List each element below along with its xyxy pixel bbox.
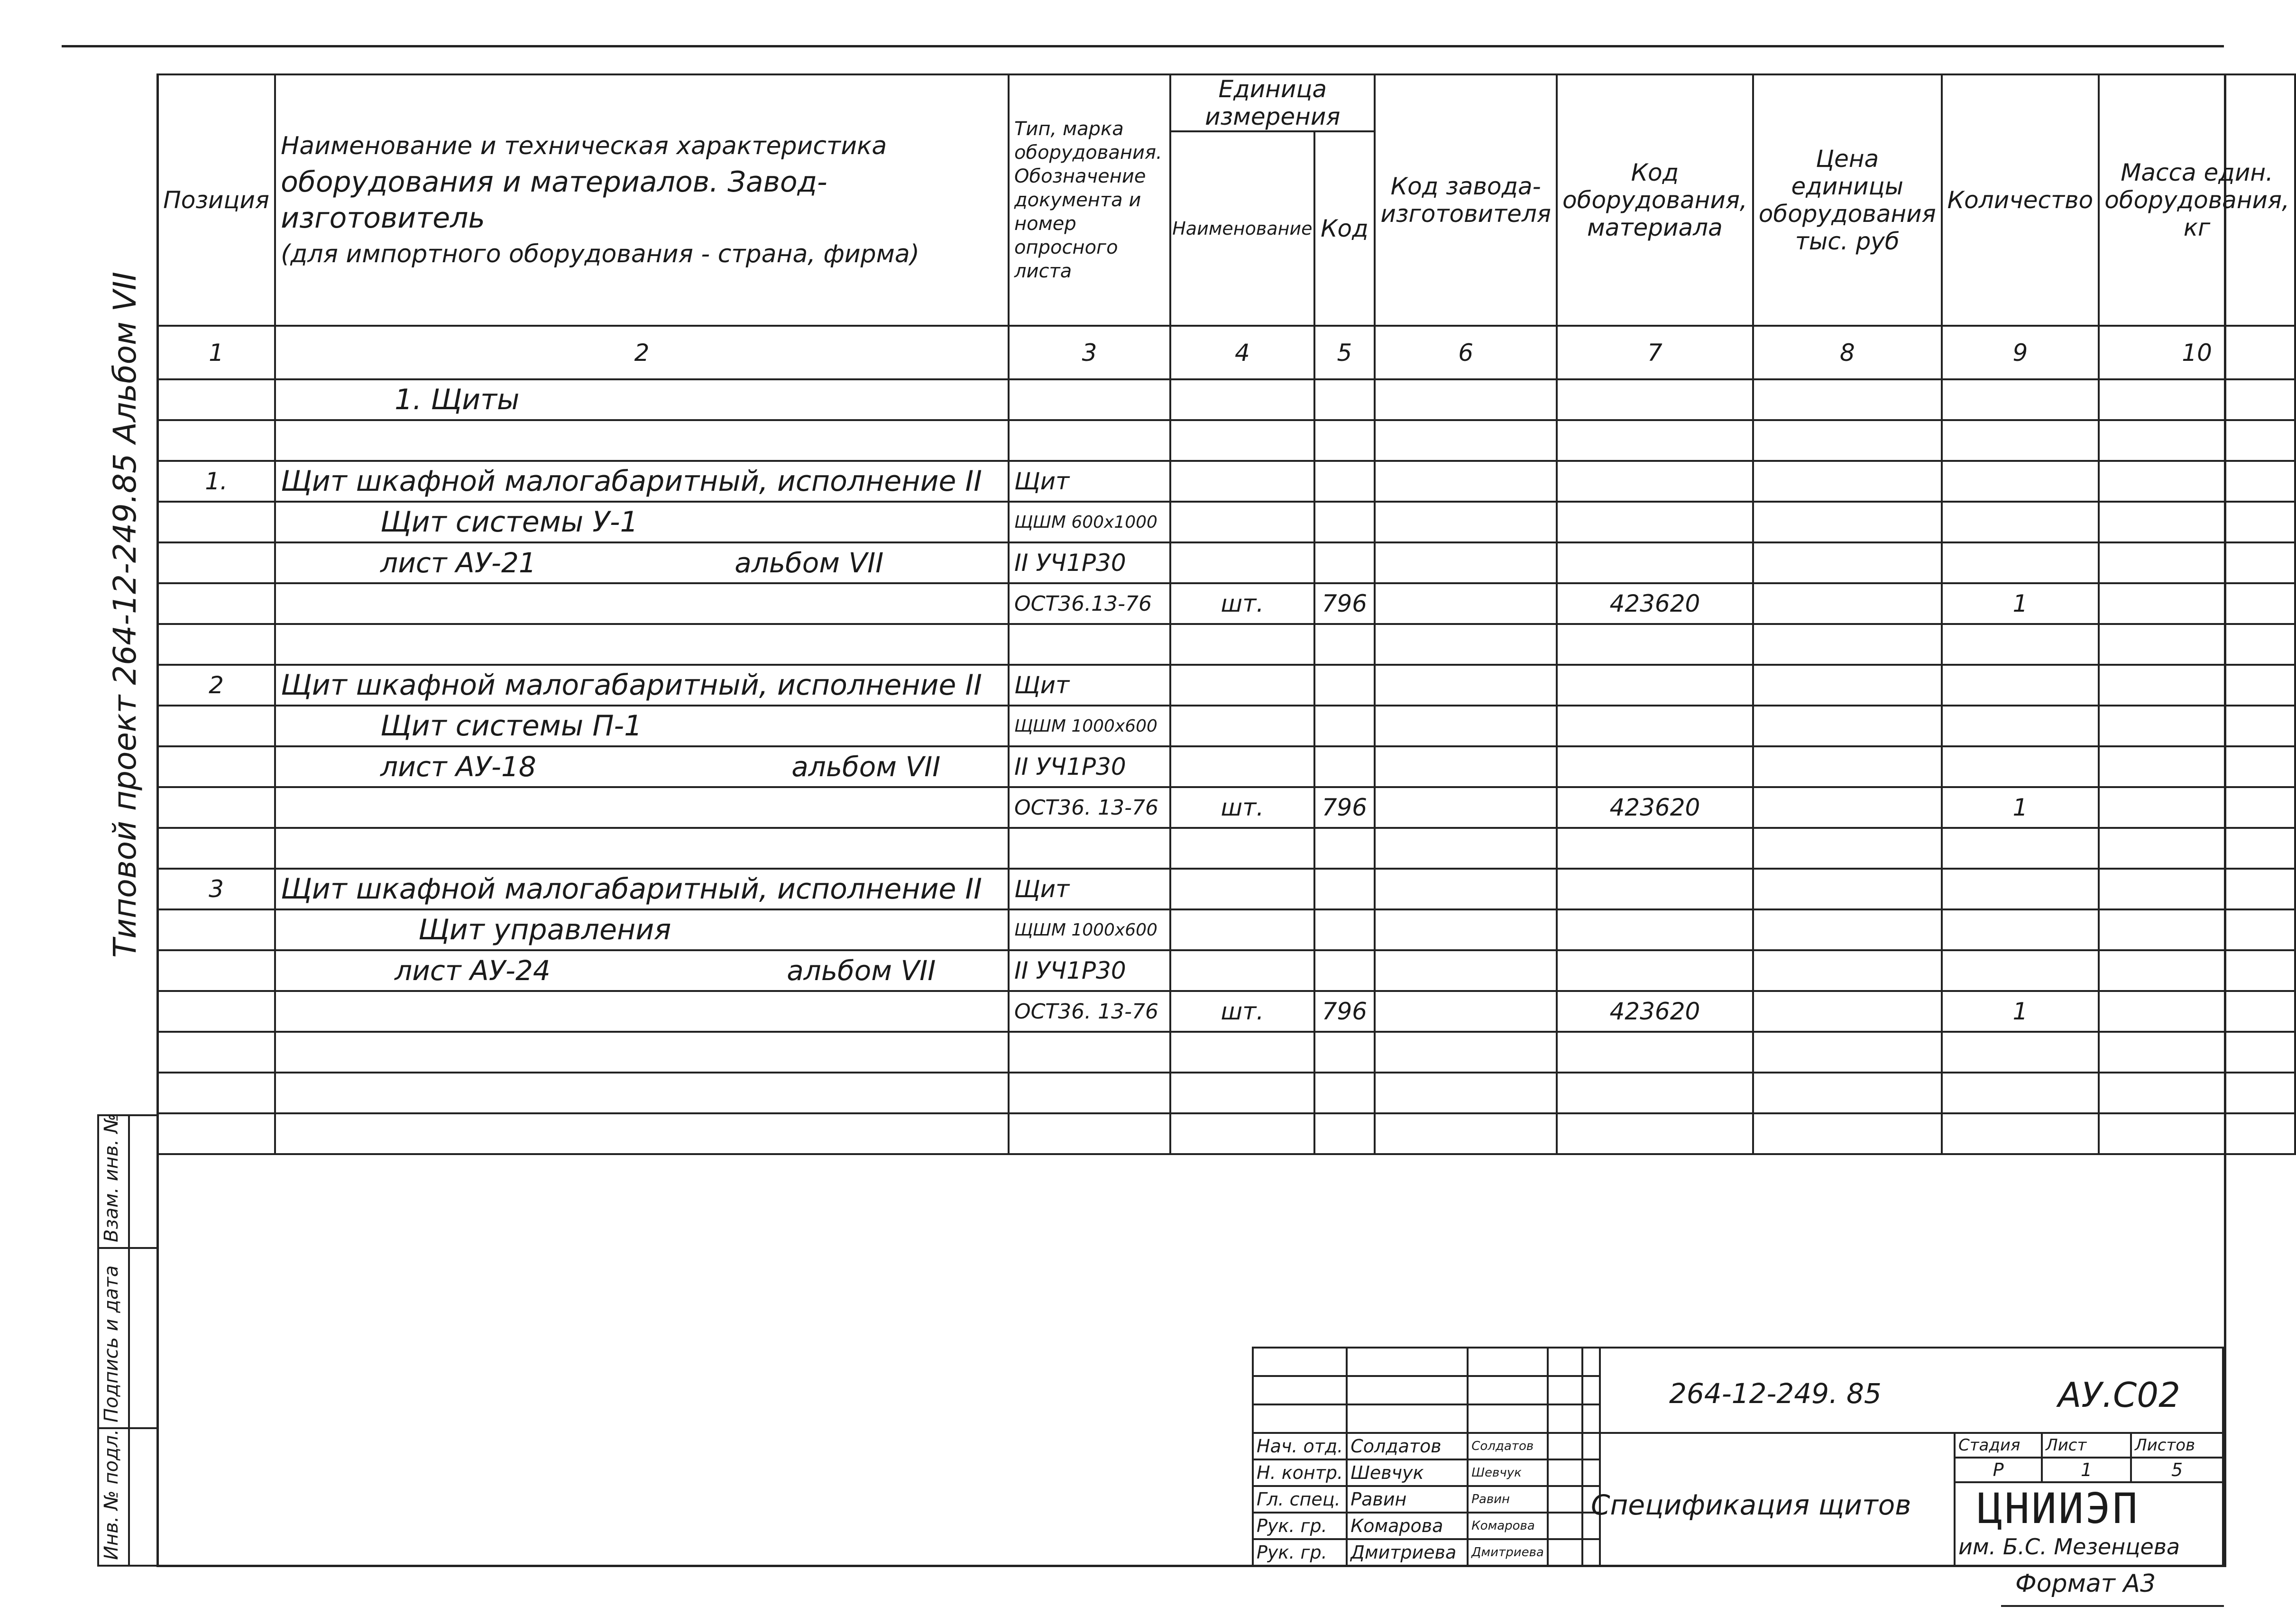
header-quantity: Количество [1942, 74, 2099, 326]
item-sheet-ref [275, 746, 1009, 787]
header-row [157, 74, 2295, 131]
header-unit-name: Наименование [1170, 131, 1314, 326]
item-position: 3 [157, 869, 275, 909]
project-code: 264-12-249. 85 [1669, 1377, 1882, 1410]
item-sheet-ref [275, 542, 1009, 583]
table-row [157, 869, 2295, 909]
sheet-label: Лист [2042, 1433, 2131, 1458]
item-subtype: ЩШМ 600x1000 [1009, 502, 1170, 542]
frame-bottom [156, 1565, 2226, 1567]
item-sheet: лист АУ-21 [380, 547, 536, 579]
table-row [157, 950, 2295, 991]
stage-value: Р [1955, 1458, 2042, 1482]
item-type: Щит [1009, 869, 1170, 909]
table-row [157, 542, 2295, 583]
table-row [157, 909, 2295, 950]
name: Равин [1347, 1486, 1468, 1513]
specification-table [156, 73, 2296, 1155]
header-name-line3: (для импортного оборудования - страна, фирма) [281, 240, 920, 268]
title-block [1252, 1347, 2224, 1565]
item-subtype: II УЧ1Р30 [1009, 542, 1170, 583]
colnum: 4 [1170, 326, 1314, 379]
colnum: 10 [2099, 326, 2295, 379]
side-label-inv: Инв. № подл. [101, 1429, 122, 1560]
table-row [157, 583, 2295, 624]
colnum: 7 [1557, 326, 1753, 379]
section-title: 1. Щиты [275, 379, 1009, 420]
role: Н. контр. [1253, 1459, 1347, 1486]
item-unit: шт. [1170, 787, 1314, 828]
blank-row [157, 624, 2295, 665]
document-title: Спецификация щитов [1591, 1489, 1911, 1521]
sidebox-bottom [97, 1565, 159, 1567]
name: Шевчук [1347, 1459, 1468, 1486]
item-type: Щит [1009, 461, 1170, 502]
title-right-left-edge [1581, 1347, 1583, 1565]
item-album: альбом VII [735, 547, 884, 579]
item-position: 2 [157, 665, 275, 706]
colnum: 1 [157, 326, 275, 379]
side-stamp: Типовой проект 264-12-249.85 Альбом VII [107, 272, 143, 958]
colnum: 5 [1314, 326, 1375, 379]
item-type: Щит [1009, 665, 1170, 706]
signature: Равин [1468, 1486, 1548, 1513]
colnum: 8 [1753, 326, 1942, 379]
header-equipment-code: Код оборудования, материала [1557, 74, 1753, 326]
item-sheet-ref [275, 950, 1009, 991]
side-label-replace: Взам. инв. № [101, 1113, 122, 1242]
blank-row [157, 1113, 2295, 1154]
item-subtitle: Щит системы П-1 [275, 706, 1009, 746]
stage-label: Стадия [1955, 1433, 2042, 1458]
item-name: Щит шкафной малогабаритный, исполнение II [275, 869, 1009, 909]
colnum: 6 [1375, 326, 1557, 379]
item-subtype: ЩШМ 1000x600 [1009, 909, 1170, 950]
header-unit: Единица измерения [1170, 74, 1375, 131]
role: Рук. гр. [1253, 1513, 1347, 1539]
table-row [157, 787, 2295, 828]
item-doc: ОСТ36.13-76 [1009, 583, 1170, 624]
item-sheet: лист АУ-24 [395, 954, 551, 987]
header-plant-code: Код завода-изготовителя [1375, 74, 1557, 326]
item-code: 423620 [1557, 583, 1753, 624]
colnum: 2 [275, 326, 1009, 379]
signature: Шевчук [1468, 1459, 1548, 1486]
item-subtype: II УЧ1Р30 [1009, 746, 1170, 787]
item-qty: 1 [1942, 991, 2099, 1032]
sidebox-divider [128, 1114, 130, 1565]
blank-row [157, 1032, 2295, 1073]
header-name-line1: Наименование и техническая характеристика [281, 132, 887, 160]
column-number-row [157, 326, 2295, 379]
item-unit-code: 796 [1314, 787, 1375, 828]
item-unit: шт. [1170, 991, 1314, 1032]
header-name [275, 74, 1009, 326]
header-price: Цена единицы оборудования тыс. руб [1753, 74, 1942, 326]
item-unit-code: 796 [1314, 583, 1375, 624]
side-label-sign: Подпись и дата [101, 1265, 122, 1422]
table-row [157, 746, 2295, 787]
item-subtype: ЩШМ 1000x600 [1009, 706, 1170, 746]
top-rule [62, 45, 2224, 47]
sheet-code: АУ.С02 [2058, 1375, 2180, 1415]
sheets-label: Листов [2131, 1433, 2223, 1458]
item-sheet: лист АУ-18 [380, 751, 536, 783]
stage-table [1954, 1432, 2224, 1483]
sidebox-sep-1 [97, 1247, 159, 1249]
item-name: Щит шкафной малогабаритный, исполнение II [275, 665, 1009, 706]
item-album: альбом VII [787, 954, 936, 987]
item-code: 423620 [1557, 991, 1753, 1032]
colnum: 3 [1009, 326, 1170, 379]
item-subtitle: Щит системы У-1 [275, 502, 1009, 542]
colnum: 9 [1942, 326, 2099, 379]
item-code: 423620 [1557, 787, 1753, 828]
item-subtype: II УЧ1Р30 [1009, 950, 1170, 991]
item-subtitle: Щит управления [275, 909, 1009, 950]
signature: Комарова [1468, 1513, 1548, 1539]
sheet-value: 1 [2042, 1458, 2131, 1482]
item-qty: 1 [1942, 583, 2099, 624]
item-unit: шт. [1170, 583, 1314, 624]
header-unit-code: Код [1314, 131, 1375, 326]
item-unit-code: 796 [1314, 991, 1375, 1032]
format-underline [2001, 1605, 2224, 1607]
header-name-line2: оборудования и материалов. Завод-изготовитель [281, 165, 827, 235]
name: Дмитриева [1347, 1539, 1468, 1566]
title-signature-grid [1252, 1347, 1601, 1567]
header-position: Позиция [157, 74, 275, 326]
table-row [157, 991, 2295, 1032]
role: Рук. гр. [1253, 1539, 1347, 1566]
header-mass: Масса един. оборудования, кг [2099, 74, 2295, 326]
blank-row [157, 1073, 2295, 1113]
role: Нач. отд. [1253, 1433, 1347, 1459]
blank-row [157, 420, 2295, 461]
item-doc: ОСТ36. 13-76 [1009, 991, 1170, 1032]
table-row [157, 461, 2295, 502]
name: Солдатов [1347, 1433, 1468, 1459]
header-type: Тип, марка оборудования. Обозначение документа и номер опросного листа [1009, 74, 1170, 326]
item-album: альбом VII [791, 751, 941, 783]
item-doc: ОСТ36. 13-76 [1009, 787, 1170, 828]
name: Комарова [1347, 1513, 1468, 1539]
blank-row [157, 828, 2295, 869]
section-row [157, 379, 2295, 420]
item-name: Щит шкафной малогабаритный, исполнение II [275, 461, 1009, 502]
signature: Солдатов [1468, 1433, 1548, 1459]
format-label: Формат А3 [2015, 1569, 2156, 1598]
sheets-value: 5 [2131, 1458, 2223, 1482]
item-qty: 1 [1942, 787, 2099, 828]
table-row [157, 502, 2295, 542]
title-right-border-top [1581, 1347, 2224, 1349]
table-row [157, 706, 2295, 746]
signature: Дмитриева [1468, 1539, 1548, 1566]
table-row [157, 665, 2295, 706]
organization: ЦНИИЭП [1977, 1484, 2140, 1533]
item-position: 1. [157, 461, 275, 502]
role: Гл. спец. [1253, 1486, 1347, 1513]
organization-sub: им. Б.С. Мезенцева [1958, 1534, 2180, 1560]
sidebox-border-left [97, 1114, 99, 1565]
